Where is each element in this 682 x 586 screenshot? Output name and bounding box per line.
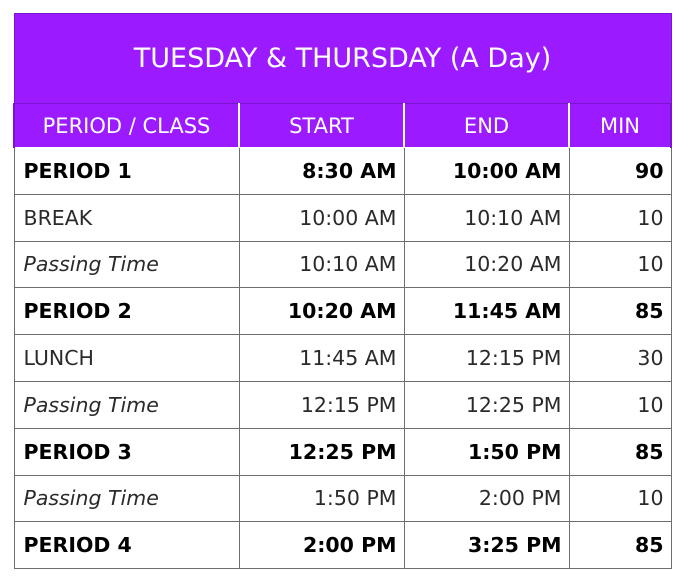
end-time-cell: 12:15 PM	[404, 335, 569, 382]
minutes-cell: 10	[569, 194, 671, 241]
start-time-cell: 12:25 PM	[239, 428, 404, 475]
column-header-start: START	[239, 104, 404, 148]
period-class-cell: Passing Time	[14, 381, 239, 428]
end-time-cell: 1:50 PM	[404, 428, 569, 475]
schedule-title: TUESDAY & THURSDAY (A Day)	[14, 14, 671, 104]
schedule-body	[14, 148, 671, 569]
start-time-cell: 10:20 AM	[239, 288, 404, 335]
period-class-cell: PERIOD 4	[14, 522, 239, 569]
table-row	[14, 148, 671, 195]
minutes-cell: 85	[569, 428, 671, 475]
period-class-cell: PERIOD 3	[14, 428, 239, 475]
start-time-cell: 10:00 AM	[239, 194, 404, 241]
table-row	[14, 428, 671, 475]
minutes-cell: 85	[569, 288, 671, 335]
start-time-cell: 8:30 AM	[239, 148, 404, 195]
period-class-cell: Passing Time	[14, 475, 239, 522]
column-header-end: END	[404, 104, 569, 148]
column-header-class: PERIOD / CLASS	[14, 104, 239, 148]
column-header-row	[14, 104, 671, 148]
end-time-cell: 10:00 AM	[404, 148, 569, 195]
start-time-cell: 2:00 PM	[239, 522, 404, 569]
end-time-cell: 10:20 AM	[404, 241, 569, 288]
minutes-cell: 10	[569, 381, 671, 428]
start-time-cell: 12:15 PM	[239, 381, 404, 428]
table-row	[14, 522, 671, 569]
period-class-cell: LUNCH	[14, 335, 239, 382]
table-row	[14, 381, 671, 428]
period-class-cell: PERIOD 1	[14, 148, 239, 195]
minutes-cell: 85	[569, 522, 671, 569]
table-row	[14, 335, 671, 382]
minutes-cell: 10	[569, 241, 671, 288]
end-time-cell: 11:45 AM	[404, 288, 569, 335]
start-time-cell: 10:10 AM	[239, 241, 404, 288]
minutes-cell: 90	[569, 148, 671, 195]
period-class-cell: PERIOD 2	[14, 288, 239, 335]
end-time-cell: 3:25 PM	[404, 522, 569, 569]
end-time-cell: 2:00 PM	[404, 475, 569, 522]
table-row	[14, 288, 671, 335]
period-class-cell: BREAK	[14, 194, 239, 241]
start-time-cell: 1:50 PM	[239, 475, 404, 522]
end-time-cell: 12:25 PM	[404, 381, 569, 428]
table-row	[14, 194, 671, 241]
minutes-cell: 30	[569, 335, 671, 382]
table-row	[14, 475, 671, 522]
column-header-min: MIN	[569, 104, 671, 148]
start-time-cell: 11:45 AM	[239, 335, 404, 382]
end-time-cell: 10:10 AM	[404, 194, 569, 241]
minutes-cell: 10	[569, 475, 671, 522]
table-row	[14, 241, 671, 288]
period-class-cell: Passing Time	[14, 241, 239, 288]
schedule-table	[13, 13, 672, 569]
title-row	[14, 14, 671, 104]
